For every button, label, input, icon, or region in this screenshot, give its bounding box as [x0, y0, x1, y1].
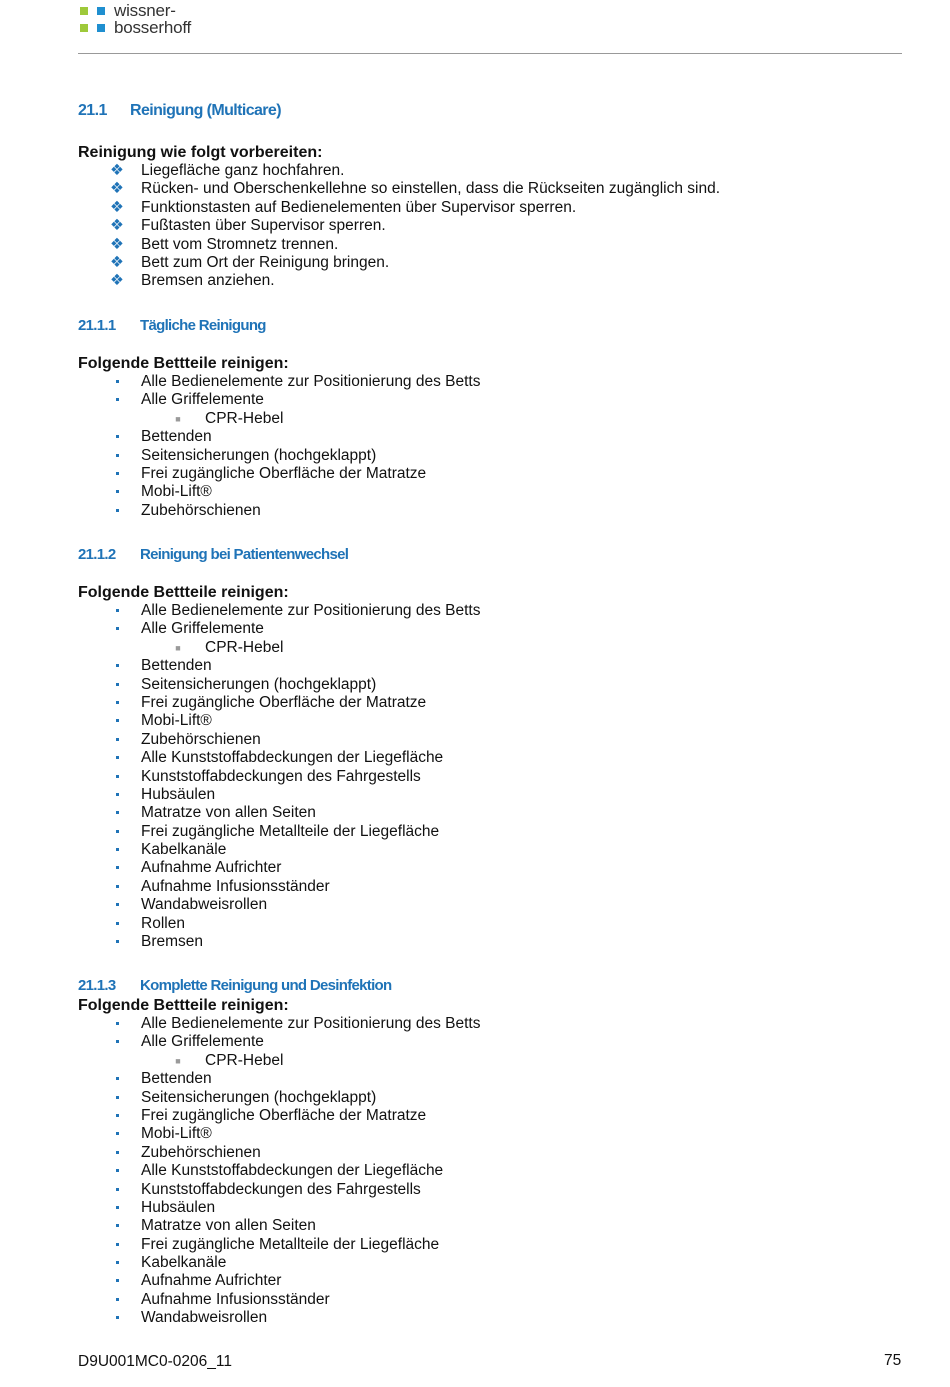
- square-bullet-icon: [110, 1107, 124, 1125]
- square-bullet-icon: [110, 1236, 124, 1254]
- square-bullet-icon: [110, 712, 124, 730]
- square-bullet-icon: [110, 428, 124, 446]
- square-bullet-icon: [110, 502, 124, 520]
- grey-square-bullet-icon: ■: [175, 642, 181, 653]
- subsection-heading: [78, 317, 266, 334]
- square-bullet-icon: [110, 749, 124, 767]
- logo-square-blue-icon: [97, 7, 105, 15]
- square-bullet-icon: [110, 1272, 124, 1290]
- square-bullet-icon: [110, 1291, 124, 1309]
- square-bullet-icon: [110, 731, 124, 749]
- square-bullet-icon: [110, 896, 124, 914]
- diamond-bullet-icon: ❖: [110, 162, 124, 179]
- diamond-bullet-icon: ❖: [110, 180, 124, 198]
- subsection-heading: [78, 546, 348, 563]
- square-bullet-icon: [110, 1162, 124, 1180]
- square-bullet-icon: [110, 602, 124, 620]
- diamond-bullet-icon: ❖: [110, 272, 124, 290]
- logo-square-green-icon: [80, 7, 88, 15]
- square-bullet-icon: [110, 657, 124, 675]
- logo-square-blue-icon: [97, 24, 105, 32]
- square-bullet-icon: [110, 1125, 124, 1143]
- square-bullet-icon: [110, 676, 124, 694]
- square-bullet-icon: [110, 933, 124, 951]
- lead-text: Folgende Bettteile reinigen:: [78, 584, 289, 601]
- square-bullet-icon: [110, 1089, 124, 1107]
- logo-text-line2: bosserhoff: [114, 18, 192, 37]
- subsection-number: 21.1.2: [78, 546, 116, 563]
- square-bullet-icon: [110, 1015, 124, 1033]
- diamond-bullet-icon: ❖: [110, 253, 124, 271]
- square-bullet-icon: [110, 841, 124, 859]
- square-bullet-icon: [110, 447, 124, 465]
- square-bullet-icon: [110, 786, 124, 804]
- square-bullet-icon: [110, 859, 124, 877]
- square-bullet-icon: [110, 1254, 124, 1272]
- square-bullet-icon: [110, 878, 124, 896]
- diamond-bullet-icon: ❖: [110, 217, 124, 235]
- subsection-title: Reinigung bei Patientenwechsel: [140, 546, 349, 563]
- logo-text-line1: wissner-: [114, 1, 176, 20]
- square-bullet-icon: [110, 768, 124, 786]
- lead-text: Folgende Bettteile reinigen:: [78, 997, 289, 1014]
- header-divider: [78, 53, 902, 54]
- subsection-number: 21.1.3: [78, 977, 116, 994]
- diamond-bullet-icon: ❖: [110, 198, 124, 216]
- page-number: 75: [884, 1352, 902, 1369]
- square-bullet-icon: [110, 391, 124, 409]
- subsection-title: Tägliche Reinigung: [140, 317, 266, 334]
- section-title: Reinigung (Multicare): [130, 102, 281, 119]
- square-bullet-icon: [110, 1144, 124, 1162]
- square-bullet-icon: [110, 620, 124, 638]
- square-bullet-icon: [110, 373, 124, 391]
- subsection-heading: [78, 977, 391, 994]
- square-bullet-icon: [110, 1309, 124, 1327]
- square-bullet-icon: [110, 1070, 124, 1088]
- square-bullet-icon: [110, 1199, 124, 1217]
- section-heading: [78, 102, 281, 120]
- lead-text: Reinigung wie folgt vorbereiten:: [78, 144, 323, 161]
- subsection-number: 21.1.1: [78, 317, 116, 334]
- grey-square-bullet-icon: ■: [175, 413, 181, 424]
- logo-square-green-icon: [80, 24, 88, 32]
- square-bullet-icon: [110, 804, 124, 822]
- square-bullet-icon: [110, 465, 124, 483]
- lead-text: Folgende Bettteile reinigen:: [78, 355, 289, 372]
- grey-square-bullet-icon: ■: [175, 1055, 181, 1066]
- section-number: 21.1: [78, 102, 107, 119]
- square-bullet-icon: [110, 823, 124, 841]
- diamond-bullet-icon: ❖: [110, 235, 124, 253]
- square-bullet-icon: [110, 1033, 124, 1051]
- document-id: D9U001MC0-0206_11: [78, 1353, 232, 1370]
- square-bullet-icon: [110, 1181, 124, 1199]
- square-bullet-icon: [110, 694, 124, 712]
- square-bullet-icon: [110, 915, 124, 933]
- square-bullet-icon: [110, 1217, 124, 1235]
- company-logo: [80, 2, 191, 36]
- square-bullet-icon: [110, 483, 124, 501]
- subsection-title: Komplette Reinigung und Desinfektion: [140, 977, 392, 994]
